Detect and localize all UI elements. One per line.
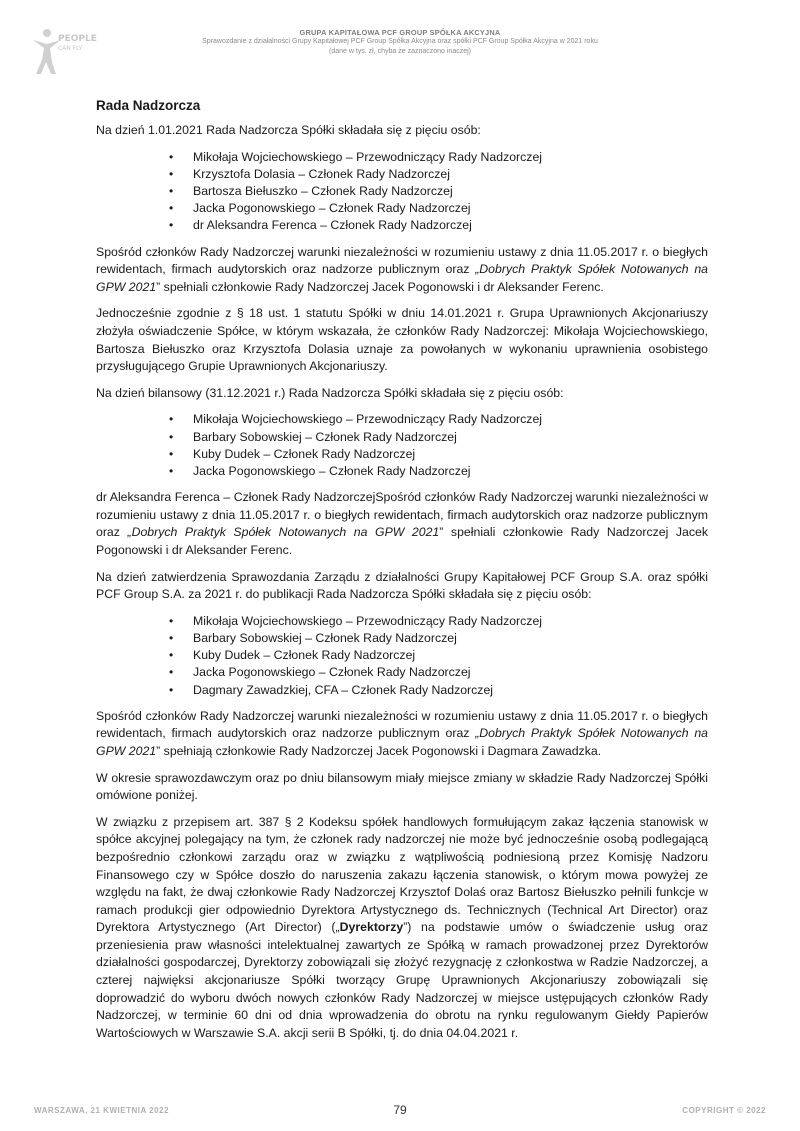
list-item: • Kuby Dudek – Członek Rady Nadzorczej (193, 647, 708, 664)
list-item: • Mikołaja Wojciechowskiego – Przewodniczący Rady Nadzorczej (193, 613, 708, 630)
paragraph-5-text-a: dr Aleksandra Ferenca – Członek Rady NadzorczejSpośród członków Rady Nadzorczej warunki niezależności w rozumieniu ustawy z dnia 11.05.2017 r. o biegłych rewidentach, firmach audytorskich oraz nadzorze publicznym oraz (96, 490, 708, 540)
paragraph-9-defined-term: Dyrektorzy (339, 920, 404, 935)
paragraph-2-text-a: Spośród członków Rady Nadzorczej warunki niezależności w rozumieniu ustawy z dnia 11.05.2017 r. o biegłych rewidentach, firmach audytorskich oraz nadzorze publicznym oraz (96, 244, 708, 277)
footer-date: WARSZAWA, 21 KWIETNIA 2022 (34, 1106, 169, 1115)
paragraph-1: Na dzień 1.01.2021 Rada Nadzorcza Spółki składała się z pięciu osób: (96, 123, 481, 137)
paragraph-6: Na dzień zatwierdzenia Sprawozdania Zarządu z działalności Grupy Kapitałowej PCF Group S.A. oraz spółki PCF Group S.A. za 2021 r. do publikacji Rada Nadzorcza Spółki składała się z pięciu osób: (96, 569, 708, 602)
paragraph-5 (96, 489, 708, 559)
list-item: • Mikołaja Wojciechowskiego – Przewodniczący Rady Nadzorczej (193, 411, 708, 428)
header-subtitle: Sprawozdanie z działalności Grupy Kapitałowej PCF Group Spółka Akcyjna oraz spółki PCF Group Spółka Akcyjna w 2021 roku (202, 38, 598, 46)
board-list-balance-date (96, 411, 708, 480)
page-number: 79 (393, 1103, 407, 1117)
list-item: • Krzysztofa Dolasia – Członek Rady Nadzorczej (193, 166, 708, 183)
paragraph-7-text-b: ” spełniają członkowie Rady Nadzorczej Jacek Pogonowski i Dagmara Zawadzka. (156, 743, 602, 758)
paragraph-7 (96, 708, 708, 761)
list-item: • Kuby Dudek – Członek Rady Nadzorczej (193, 446, 708, 463)
board-list-approval-date (96, 613, 708, 699)
paragraph-3: Jednocześnie zgodnie z § 18 ust. 1 statutu Spółki w dniu 14.01.2021 r. Grupa Uprawnionych Akcjonariuszy złożyła oświadczenie Spółce, w którym wskazała, że członków Rady Nadzorczej: Mikołaja Wojciechowskiego, Bartosza Biełuszko oraz Krzysztofa Dolasia uznaje za powołanych w wykonaniu uprawnienia osobistego przysługującego Grupie Uprawnionych Akcjonariuszy. (96, 306, 708, 374)
header-note: (dane w tys. zł, chyba że zaznaczono inaczej) (328, 47, 471, 55)
paragraph-9 (96, 814, 708, 1043)
list-item: • Barbary Sobowskiej – Członek Rady Nadzorczej (193, 429, 708, 446)
page-footer (0, 1104, 800, 1120)
footer-copyright: COPYRIGHT © 2022 (682, 1106, 766, 1115)
list-item: • Jacka Pogonowskiego – Członek Rady Nadzorczej (193, 664, 708, 681)
logo-line-2: CAN FLY (58, 45, 83, 52)
paragraph-9-text-a: W związku z przepisem art. 387 § 2 Kodeksu spółek handlowych formułującym zakaz łączenia stanowisk w spółce akcyjnej polegający na tym, że członek rady nadzorczej nie może być jednocześnie osobą podlegającą bezpośrednio członkowi zarządu oraz w związku z wątpliwością podniesioną przez Komisję Nadzoru Finansowego czy w Spółce doszło do naruszenia zakazu łączenia stanowisk, o którym mowa powyżej ze względu na fakt, że dwaj członkowie Rady Nadzorczej Krzysztof Dolaś oraz Bartosz Biełuszko pełnili funkcje w ramach produkcji gier odpowiednio Dyrektora Artystycznego ds. Technicznych (Technical Art Director) oraz Dyrektora Artystycznego (Art Director) („ (96, 814, 708, 935)
document-body (96, 96, 708, 1051)
board-list-start-of-year (96, 149, 708, 235)
paragraph-8: W okresie sprawozdawczym oraz po dniu bilansowym miały miejsce zmiany w składzie Rady Nadzorczej Spółki omówione poniżej. (96, 770, 708, 803)
list-item: • Barbary Sobowskiej – Członek Rady Nadzorczej (193, 630, 708, 647)
list-item: • Jacka Pogonowskiego – Członek Rady Nadzorczej (193, 463, 708, 480)
paragraph-2-text-b: ” spełniali członkowie Rady Nadzorczej Jacek Pogonowski i dr Aleksander Ferenc. (156, 279, 604, 294)
header-company: GRUPA KAPITAŁOWA PCF GROUP SPÓŁKA AKCYJNA (299, 28, 501, 37)
paragraph-5-text-b: ” spełniali członkowie Rady Nadzorczej Jacek Pogonowski i dr Aleksander Ferenc. (96, 525, 708, 557)
list-item: • Dagmary Zawadzkiej, CFA – Członek Rady Nadzorczej (193, 682, 708, 699)
list-item: • dr Aleksandra Ferenca – Członek Rady Nadzorczej (193, 217, 708, 234)
paragraph-2 (96, 244, 708, 297)
paragraph-4: Na dzień bilansowy (31.12.2021 r.) Rada Nadzorcza Spółki składała się z pięciu osób: (96, 385, 564, 400)
paragraph-5-emphasis: „Dobrych Praktyk Spółek Notowanych na GPW 2021 (127, 525, 440, 540)
page-header (0, 28, 800, 56)
paragraph-2-emphasis: „Dobrych Praktyk Spółek Notowanych na GPW 2021 (96, 262, 708, 294)
list-item: • Jacka Pogonowskiego – Członek Rady Nadzorczej (193, 200, 708, 217)
list-item: • Bartosza Biełuszko – Członek Rady Nadzorczej (193, 183, 708, 200)
paragraph-7-emphasis: „Dobrych Praktyk Spółek Notowanych na GPW 2021 (96, 726, 708, 758)
paragraph-9-text-b: ”) na podstawie umów o świadczenie usług oraz przeniesienia praw własności intelektualnej zawartych ze Spółką w ramach prowadzonej przez Dyrektorów działalności gospodarczej, Dyrektorzy zobowiązali się złożyć rezygnację z członkostwa w Radzie Nadzorczej, a czterej najwięksi akcjonariusze Spółki tworzący Grupę Uprawnionych Akcjonariuszy zobowiązali się doprowadzić do wyboru dwóch nowych członków Rady Nadzorczej w miejsce ustępujących członków Rady Nadzorczej, w terminie 60 dni od dnia wprowadzenia do obrotu na rynku regulowanym Giełdy Papierów Wartościowych w Warszawie S.A. akcji serii B Spółki, tj. do dnia 04.04.2021 r. (96, 920, 709, 1040)
list-item: • Mikołaja Wojciechowskiego – Przewodniczący Rady Nadzorczej (193, 149, 708, 166)
section-title: Rada Nadzorcza (96, 98, 201, 113)
logo-line-1: PEOPLE (58, 34, 97, 44)
paragraph-7-text-a: Spośród członków Rady Nadzorczej warunki niezależności w rozumieniu ustawy z dnia 11.05.2017 r. o biegłych rewidentach, firmach audytorskich oraz nadzorze publicznym oraz (96, 708, 708, 741)
